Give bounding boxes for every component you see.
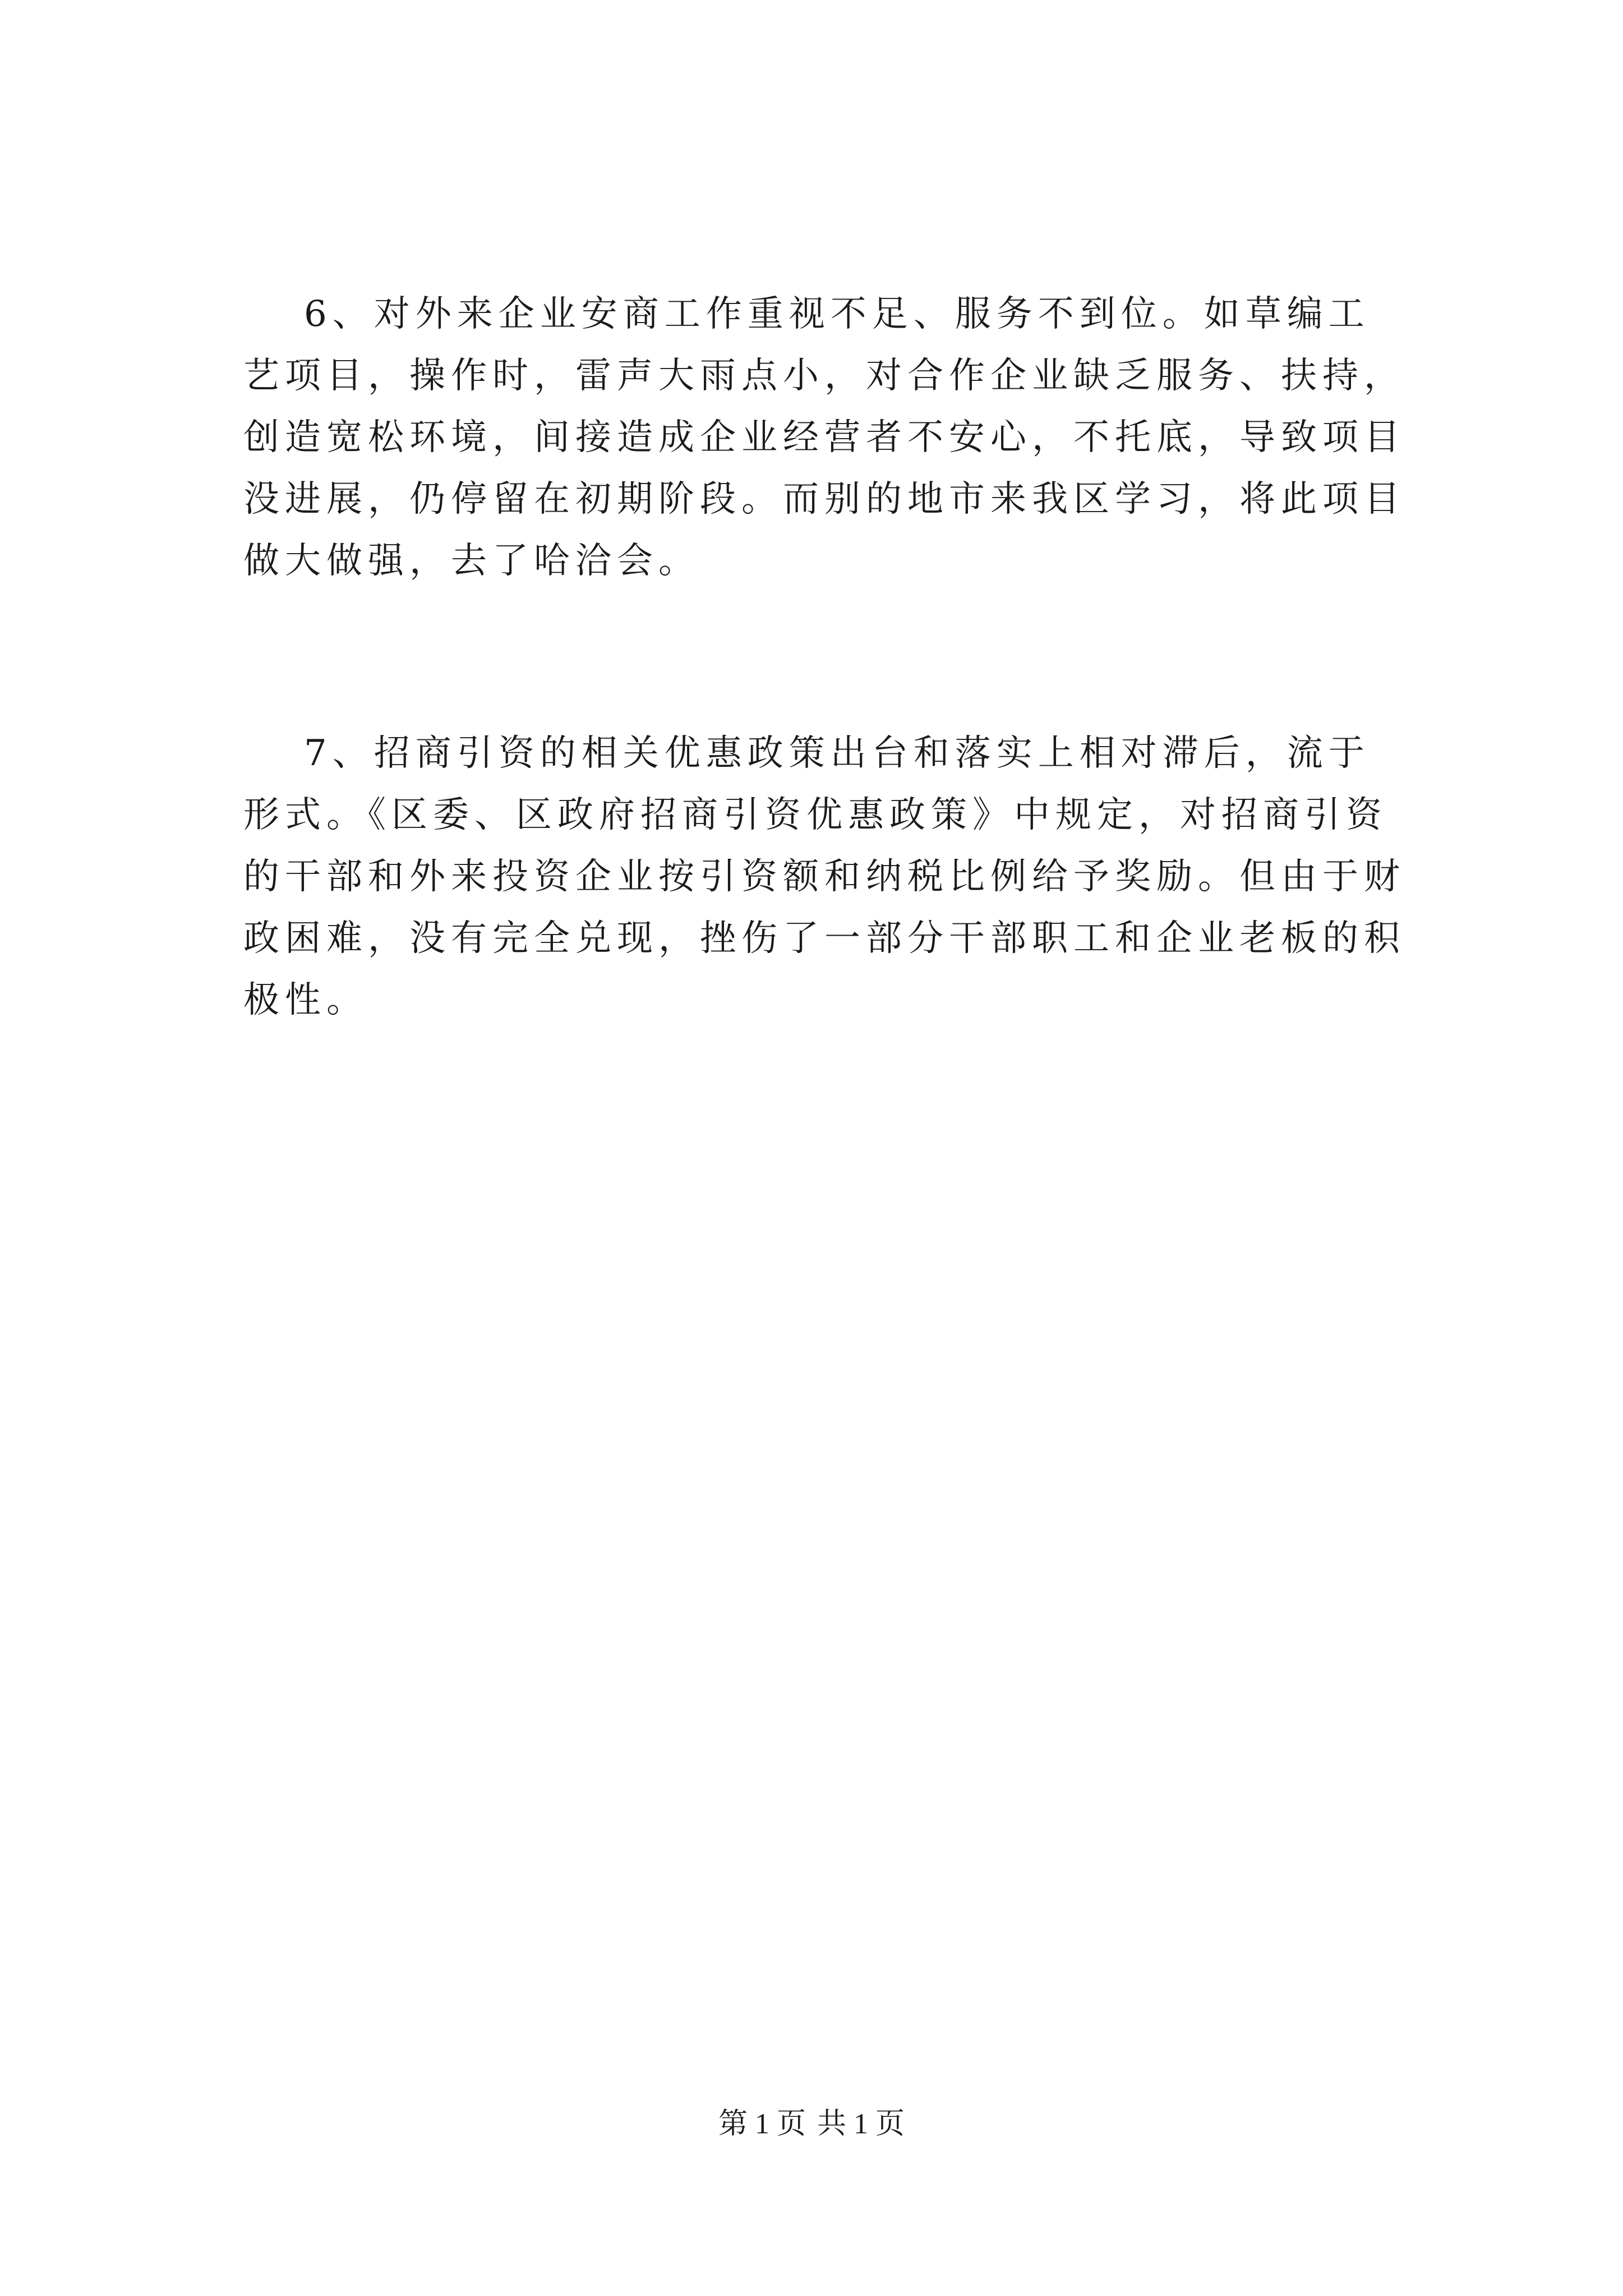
paragraph-6-line-2: 艺项目，操作时，雷声大雨点小，对合作企业缺乏服务、扶持， — [243, 355, 1405, 397]
paragraph-7-line-2: 形式。《区委、区政府招商引资优惠政策》中规定，对招商引资 — [243, 794, 1387, 836]
paragraph-7-line-5: 极性。 — [243, 979, 368, 1021]
paragraph-7-line-4: 政困难，没有完全兑现，挫伤了一部分干部职工和企业老板的积 — [243, 918, 1405, 959]
paragraph-6-line-3: 创造宽松环境，间接造成企业经营者不安心，不托底，导致项目 — [243, 417, 1405, 458]
paragraph-6-line-4: 没进展，仍停留在初期阶段。而别的地市来我区学习，将此项目 — [243, 478, 1405, 520]
page-footer — [0, 2105, 1623, 2144]
paragraph-7-line-1: 7、招商引资的相关优惠政策出台和落实上相对滞后，流于 — [304, 733, 1370, 774]
paragraph-6-line-1: 6、对外来企业安商工作重视不足、服务不到位。如草编工 — [304, 293, 1370, 335]
paragraph-6-line-5: 做大做强，去了哈洽会。 — [243, 540, 700, 582]
paragraph-7-line-3: 的干部和外来投资企业按引资额和纳税比例给予奖励。但由于财 — [243, 856, 1405, 898]
page-number-current: 第 1 页 — [718, 2108, 806, 2140]
page-number-total: 共 1 页 — [817, 2108, 905, 2140]
